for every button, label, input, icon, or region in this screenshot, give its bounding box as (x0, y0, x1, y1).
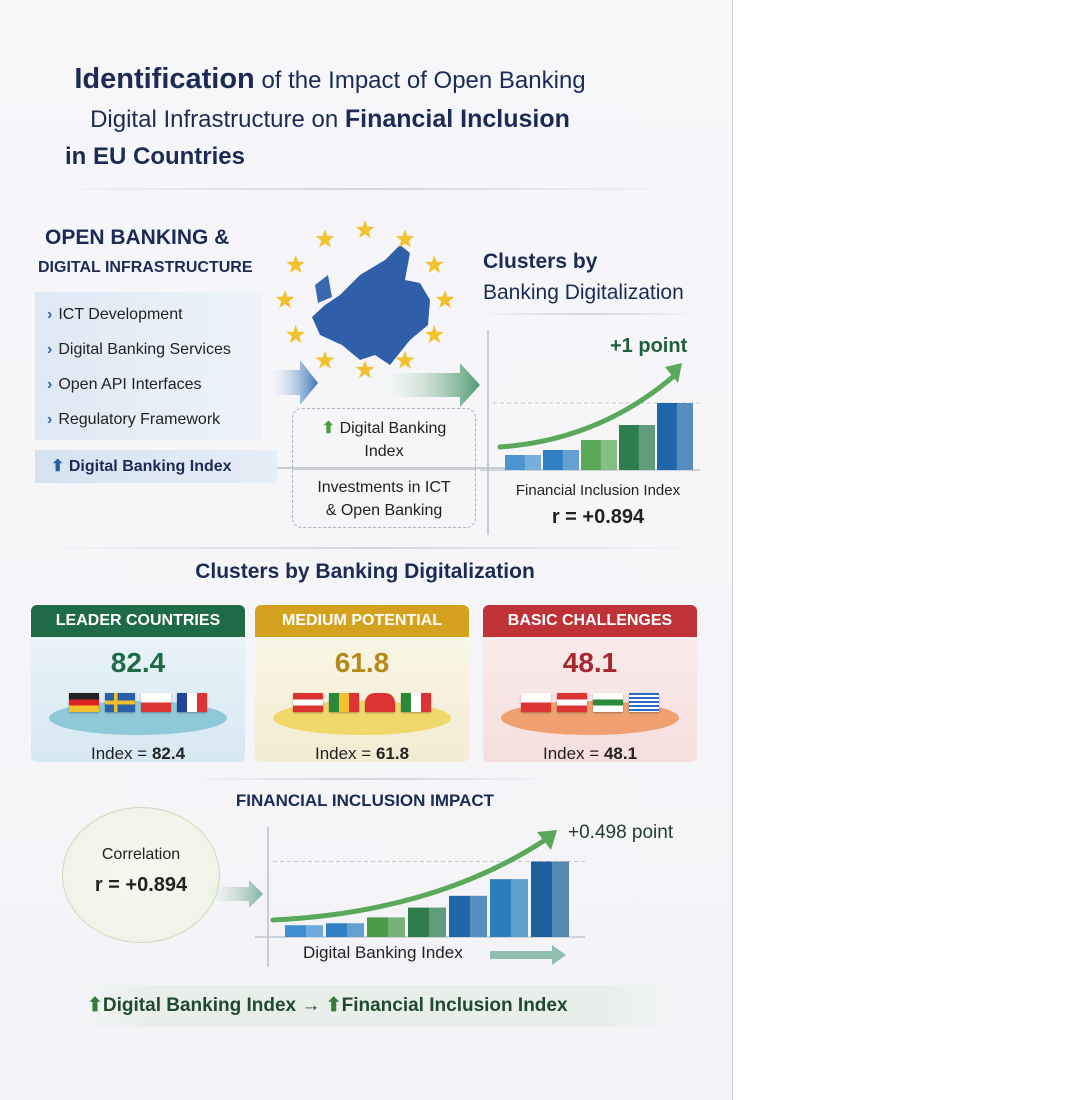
list-item (47, 407, 262, 442)
chevron-icon: › (47, 306, 53, 323)
star-icon (276, 290, 295, 308)
card-value: 82.4 (110, 647, 166, 678)
factor-list (35, 292, 262, 440)
clusters-heading: Clusters by Banking Digitalization (195, 560, 535, 583)
star-icon (316, 229, 335, 247)
impact-heading: FINANCIAL INCLUSION IMPACT (235, 791, 495, 810)
index-prefix: Index = (542, 744, 604, 762)
country-flags (255, 683, 469, 738)
star-icon (425, 325, 444, 343)
flag-france-icon (177, 693, 207, 712)
country-flags (483, 683, 697, 738)
index-value: 48.1 (603, 744, 638, 762)
x-axis-label: Digital Banking Index (303, 943, 463, 962)
arrow-up-icon: ⬆ (321, 420, 336, 437)
bar-highlight (429, 908, 446, 937)
title-line-2 (0, 100, 660, 139)
conclusion-banner (65, 985, 690, 1027)
bar-highlight (563, 450, 579, 470)
star-icon (436, 290, 455, 308)
arrow-up-icon: ⬆ (51, 458, 65, 475)
bar-highlight (601, 440, 617, 470)
index-label: Digital Banking Index (68, 458, 232, 475)
arrow-up-icon: ⬆ (87, 995, 103, 1016)
index-prefix: Index = (90, 744, 152, 762)
box-text: Digital Banking (339, 420, 447, 437)
box-text: Index (364, 443, 404, 460)
star-icon (356, 220, 375, 238)
cluster-card-medium (255, 605, 469, 762)
conclusion-right: Financial Inclusion Index (341, 995, 568, 1016)
flag-greece-icon (629, 693, 659, 712)
bar-highlight (470, 896, 487, 937)
card-index (483, 744, 697, 762)
divider (476, 313, 701, 315)
flag-poland-icon (521, 693, 551, 712)
item-label: Open API Interfaces (58, 376, 202, 393)
flag-bulgaria-icon (593, 693, 623, 712)
chevron-icon: › (47, 411, 53, 428)
flag-lithuania-icon (329, 693, 359, 712)
bar-highlight (639, 425, 655, 470)
divider (30, 188, 700, 190)
bar-highlight (552, 862, 569, 937)
divider (30, 547, 710, 549)
index-prefix: Index = (314, 744, 376, 762)
arrow-up-icon: ⬆ (325, 995, 342, 1016)
card-value: 61.8 (334, 647, 390, 678)
bar-highlight (388, 917, 405, 937)
box-text: Investments in ICT (317, 479, 451, 496)
x-axis-label: Financial Inclusion Index (515, 482, 681, 499)
section-subheading: DIGITAL INFRASTRUCTURE (38, 259, 253, 276)
star-icon (425, 255, 444, 273)
star-icon (286, 255, 305, 273)
divider (293, 469, 475, 470)
item-label: Digital Banking Services (58, 341, 231, 358)
title-bold: Financial Inclusion (344, 105, 570, 133)
list-item (47, 337, 262, 372)
item-label: Regulatory Framework (58, 411, 221, 428)
cluster-card-leader (31, 605, 245, 762)
correlation-circle (62, 807, 220, 943)
chart-annotation: +1 point (610, 335, 688, 357)
card-value: 48.1 (562, 647, 618, 678)
investment-box (292, 408, 476, 528)
arrow-right-icon (270, 360, 318, 405)
card-index (31, 744, 245, 762)
box-text: & Open Banking (325, 502, 443, 519)
cluster-card-basic (483, 605, 697, 762)
correlation-value (488, 506, 708, 529)
list-item (47, 302, 262, 337)
arrow-right-icon (490, 944, 568, 966)
card-index (255, 744, 469, 762)
chevron-icon: › (47, 376, 53, 393)
star-icon (356, 360, 375, 378)
correlation-value: r = +0.894 (94, 874, 188, 896)
chart-title: Clusters by (483, 250, 598, 273)
flag-germany-icon (69, 693, 99, 712)
title-text: of the Impact of Open Banking (254, 67, 586, 94)
title-line-1 (0, 60, 660, 100)
flag-italy-icon (401, 693, 431, 712)
dbi-line (293, 417, 475, 440)
arrow-right-icon (380, 363, 480, 408)
chart-annotation: +0.498 point (568, 822, 674, 843)
index-value: 61.8 (375, 744, 410, 762)
card-header: LEADER COUNTRIES (31, 605, 245, 637)
country-flags (31, 683, 245, 738)
item-label: ICT Development (58, 306, 183, 323)
list-item (47, 372, 262, 407)
title-line-3: in EU Countries (64, 143, 245, 170)
flag-turkey-icon (365, 693, 395, 712)
index-value: 82.4 (151, 744, 186, 762)
bar-highlight (677, 403, 693, 470)
arrow-right-icon: → (301, 995, 321, 1016)
star-icon (316, 351, 335, 369)
star-icon (396, 229, 415, 247)
chart-title: Banking Digitalization (483, 281, 684, 304)
flag-austria-icon (293, 693, 323, 712)
digital-banking-index-bar (35, 450, 277, 483)
flag-latvia-icon (557, 693, 587, 712)
arrow-head-icon (537, 830, 557, 850)
bar-highlight (306, 925, 323, 937)
card-header: BASIC CHALLENGES (483, 605, 697, 637)
bar-highlight (525, 455, 541, 470)
card-header: MEDIUM POTENTIAL (255, 605, 469, 637)
conclusion-left: Digital Banking Index (102, 995, 297, 1016)
star-icon (286, 325, 305, 343)
flag-poland-icon (141, 693, 171, 712)
correlation-label: Correlation (101, 846, 181, 863)
bar-highlight (347, 923, 364, 937)
divider (180, 778, 560, 780)
bar-highlight (511, 879, 528, 937)
flag-sweden-icon (105, 693, 135, 712)
title-bold: Identification (74, 63, 255, 95)
chevron-icon: › (47, 341, 53, 358)
r-text: r = +0.894 (551, 506, 645, 528)
title-text: Digital Infrastructure on (90, 106, 345, 133)
section-heading: OPEN BANKING & (45, 226, 230, 249)
